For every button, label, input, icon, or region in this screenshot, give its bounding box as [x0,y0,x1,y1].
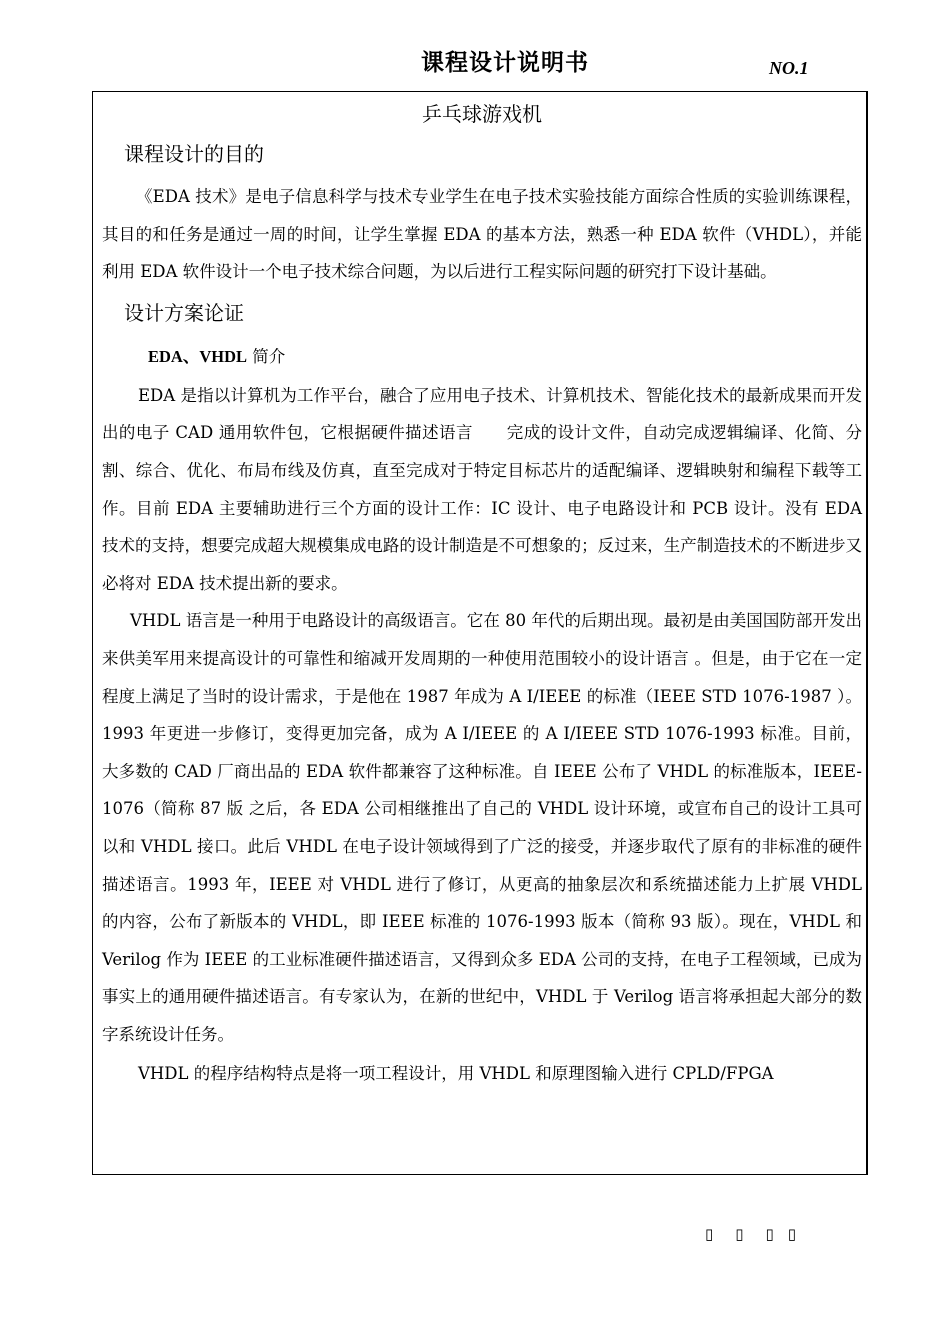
sub-heading-bold: EDA、VHDL [148,346,248,366]
footer-glyph: ▯ [765,1225,774,1243]
section-heading-purpose: 课程设计的目的 [124,142,264,166]
project-subject: 乒乓球游戏机 [422,102,542,126]
sub-heading-rest: 简介 [247,346,286,366]
vhdl-text: VHDL 语言是一种用于电路设计的高级语言。它在 80 年代的后期出现。最初是由美国国防部开发出来供美军用来提高设计的可靠性和缩减开发周期的一种使用范围较小的设计语言 。但是，由于它在一定程度上满足了当时的设计需求，于是他在 1987 年成为 A I/IEEE 的标准（IEEE STD 1076-1987 ）。1993 年更进一步修订，变得更加完备，成为 A I/IEEE 的 A I/IEEE STD 1076-1993 标准。目前，大多数的 CAD 厂商出品的 EDA 软件都兼容了这种标准。自 IEEE 公布了 VHDL 的标准版本，IEEE-1076（简称 87 版 之后，各 EDA 公司相继推出了自己的 VHDL 设计环境，或宣布自己的设计工具可以和 VHDL 接口。此后 VHDL 在电子设计领域得到了广泛的接受，并逐步取代了原有的非标准的硬件描述语言。1993 年，IEEE 对 VHDL 进行了修订，从更高的抽象层次和系统描述能力上扩展 VHDL 的内容，公布了新版本的 VHDL，即 IEEE 标准的 1076-1993 版本（简称 93 版）。现在，VHDL 和 Verilog 作为 IEEE 的工业标准硬件描述语言，又得到众多 EDA 公司的支持，在电子工程领域，已成为事实上的通用硬件描述语言。有专家认为，在新的世纪中，VHDL 于 Verilog 语言将承担起大部分的数字系统设计任务。 [102,611,862,1044]
purpose-paragraph [102,178,862,291]
document-body [102,95,862,1093]
structure-text: VHDL 的程序结构特点是将一项工程设计，用 VHDL 和原理图输入进行 CPLD/FPGA [138,1064,774,1084]
footer-glyph: ▯ [787,1225,797,1243]
sub-heading-eda-vhdl [102,337,862,377]
vhdl-paragraph [102,602,862,1053]
purpose-text: 《EDA 技术》是电子信息科学与技术专业学生在电子技术实验技能方面综合性质的实验训练课程，其目的和任务是通过一周的时间，让学生掌握 EDA 的基本方法，熟悉一种 EDA 软件（VHDL），并能利用 EDA 软件设计一个电子技术综合问题，为以后进行工程实际问题的研究打下设计基础。 [102,187,862,282]
footer-glyph: ▯ [735,1225,744,1243]
section-heading-design: 设计方案论证 [124,300,244,325]
document-title: 课程设计说明书 [421,50,589,76]
eda-text: EDA 是指以计算机为工作平台，融合了应用电子技术、计算机技术、智能化技术的最新成果而开发出的电子 CAD 通用软件包，它根据硬件描述语言 完成的设计文件，自动完成逻辑编译、化简、分割、综合、优化、布局布线及仿真，直至完成对于特定目标芯片的适配编译、逻辑映射和编程下载等工作。目前 EDA 主要辅助进行三个方面的设计工作：IC 设计、电子电路设计和 PCB 设计。没有 EDA 技术的支持，想要完成超大规模集成电路的设计制造是不可想象的；反过来，生产制造技术的不断进步又必将对 EDA 技术提出新的要求。 [102,385,862,593]
footer-glyphs [705,1225,818,1243]
structure-paragraph [102,1055,862,1093]
footer-glyph: ▯ [705,1225,714,1243]
eda-paragraph [102,377,862,603]
page-number: NO.1 [769,58,809,78]
